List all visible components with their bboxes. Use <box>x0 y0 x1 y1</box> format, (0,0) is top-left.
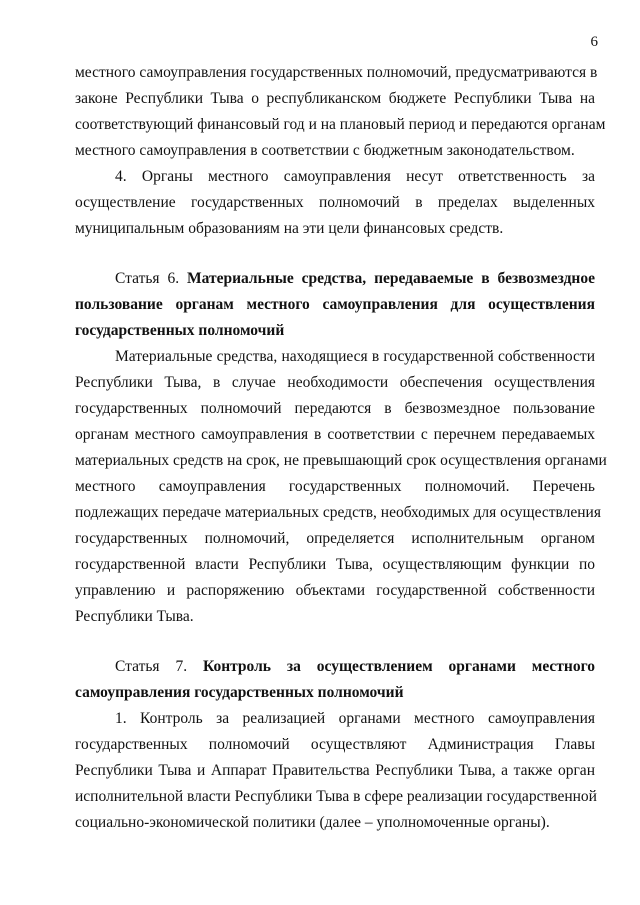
text-line: местного самоуправления в соответствии с бюджетным законодательством. <box>75 142 575 159</box>
article-6-heading <box>75 266 595 344</box>
article-7-prefix: Статья 7. <box>115 658 188 675</box>
text-line: Республики Тыва. <box>75 608 194 625</box>
paragraph-article-6 <box>75 344 607 630</box>
heading-line: самоуправления государственных полномочий <box>75 684 404 701</box>
text-line: управлению и распоряжению объектами государственной собственности <box>75 582 595 599</box>
text-line: 1. Контроль за реализацией органами местного самоуправления <box>115 710 595 727</box>
text-line: Республики Тыва, в случае необходимости обеспечения осуществления <box>75 374 595 391</box>
article-6-title: Материальные средства, передаваемые в безвозмездное <box>187 270 595 287</box>
text-line: Материальные средства, находящиеся в государственной собственности <box>115 348 595 365</box>
text-line: социально-экономической политики (далее – уполномоченные органы). <box>75 814 550 831</box>
text-line: осуществление государственных полномочий в пределах выделенных <box>75 194 595 211</box>
heading-line <box>75 654 595 680</box>
text-line: 4. Органы местного самоуправления несут ответственность за <box>115 168 595 185</box>
page-number: 6 <box>590 34 598 50</box>
text-line: соответствующий финансовый год и на плановый период и передаются органам <box>75 116 606 133</box>
text-line: государственных полномочий передаются в безвозмездное пользование <box>75 400 595 417</box>
text-line: Республики Тыва и Аппарат Правительства Республики Тыва, а также орган <box>75 762 595 779</box>
text-line: подлежащих передаче материальных средств, необходимых для осуществления <box>75 504 601 521</box>
article-6-prefix: Статья 6. <box>115 270 180 287</box>
text-line: местного самоуправления государственных полномочий. Перечень <box>75 478 595 495</box>
text-line: местного самоуправления государственных полномочий, предусматриваются в <box>75 64 598 81</box>
text-line: исполнительной власти Республики Тыва в сфере реализации государственной <box>75 788 597 805</box>
document-body <box>75 60 607 836</box>
heading-line: государственных полномочий <box>75 322 285 339</box>
heading-line <box>75 266 595 292</box>
article-7-title: Контроль за осуществлением органами местного <box>202 658 595 675</box>
text-line: муниципальным образованиям на эти цели финансовых средств. <box>75 220 504 237</box>
text-line: законе Республики Тыва о республиканском бюджете Республики Тыва на <box>75 90 595 107</box>
text-line: органам местного самоуправления в соответствии с перечнем передаваемых <box>75 426 595 443</box>
text-line: государственных полномочий, определяется исполнительным органом <box>75 530 595 547</box>
text-line: материальных средств на срок, не превышающий срок осуществления органами <box>75 452 607 469</box>
paragraph-continuation <box>75 60 606 164</box>
paragraph-item-4 <box>75 164 595 242</box>
text-line: государственных полномочий осуществляют Администрация Главы <box>75 736 595 753</box>
heading-line: пользование органам местного самоуправления для осуществления <box>75 296 595 313</box>
paragraph-article-7-item-1 <box>75 706 595 836</box>
article-7-heading <box>75 654 595 706</box>
text-line: государственной власти Республики Тыва, осуществляющим функции по <box>75 556 595 573</box>
